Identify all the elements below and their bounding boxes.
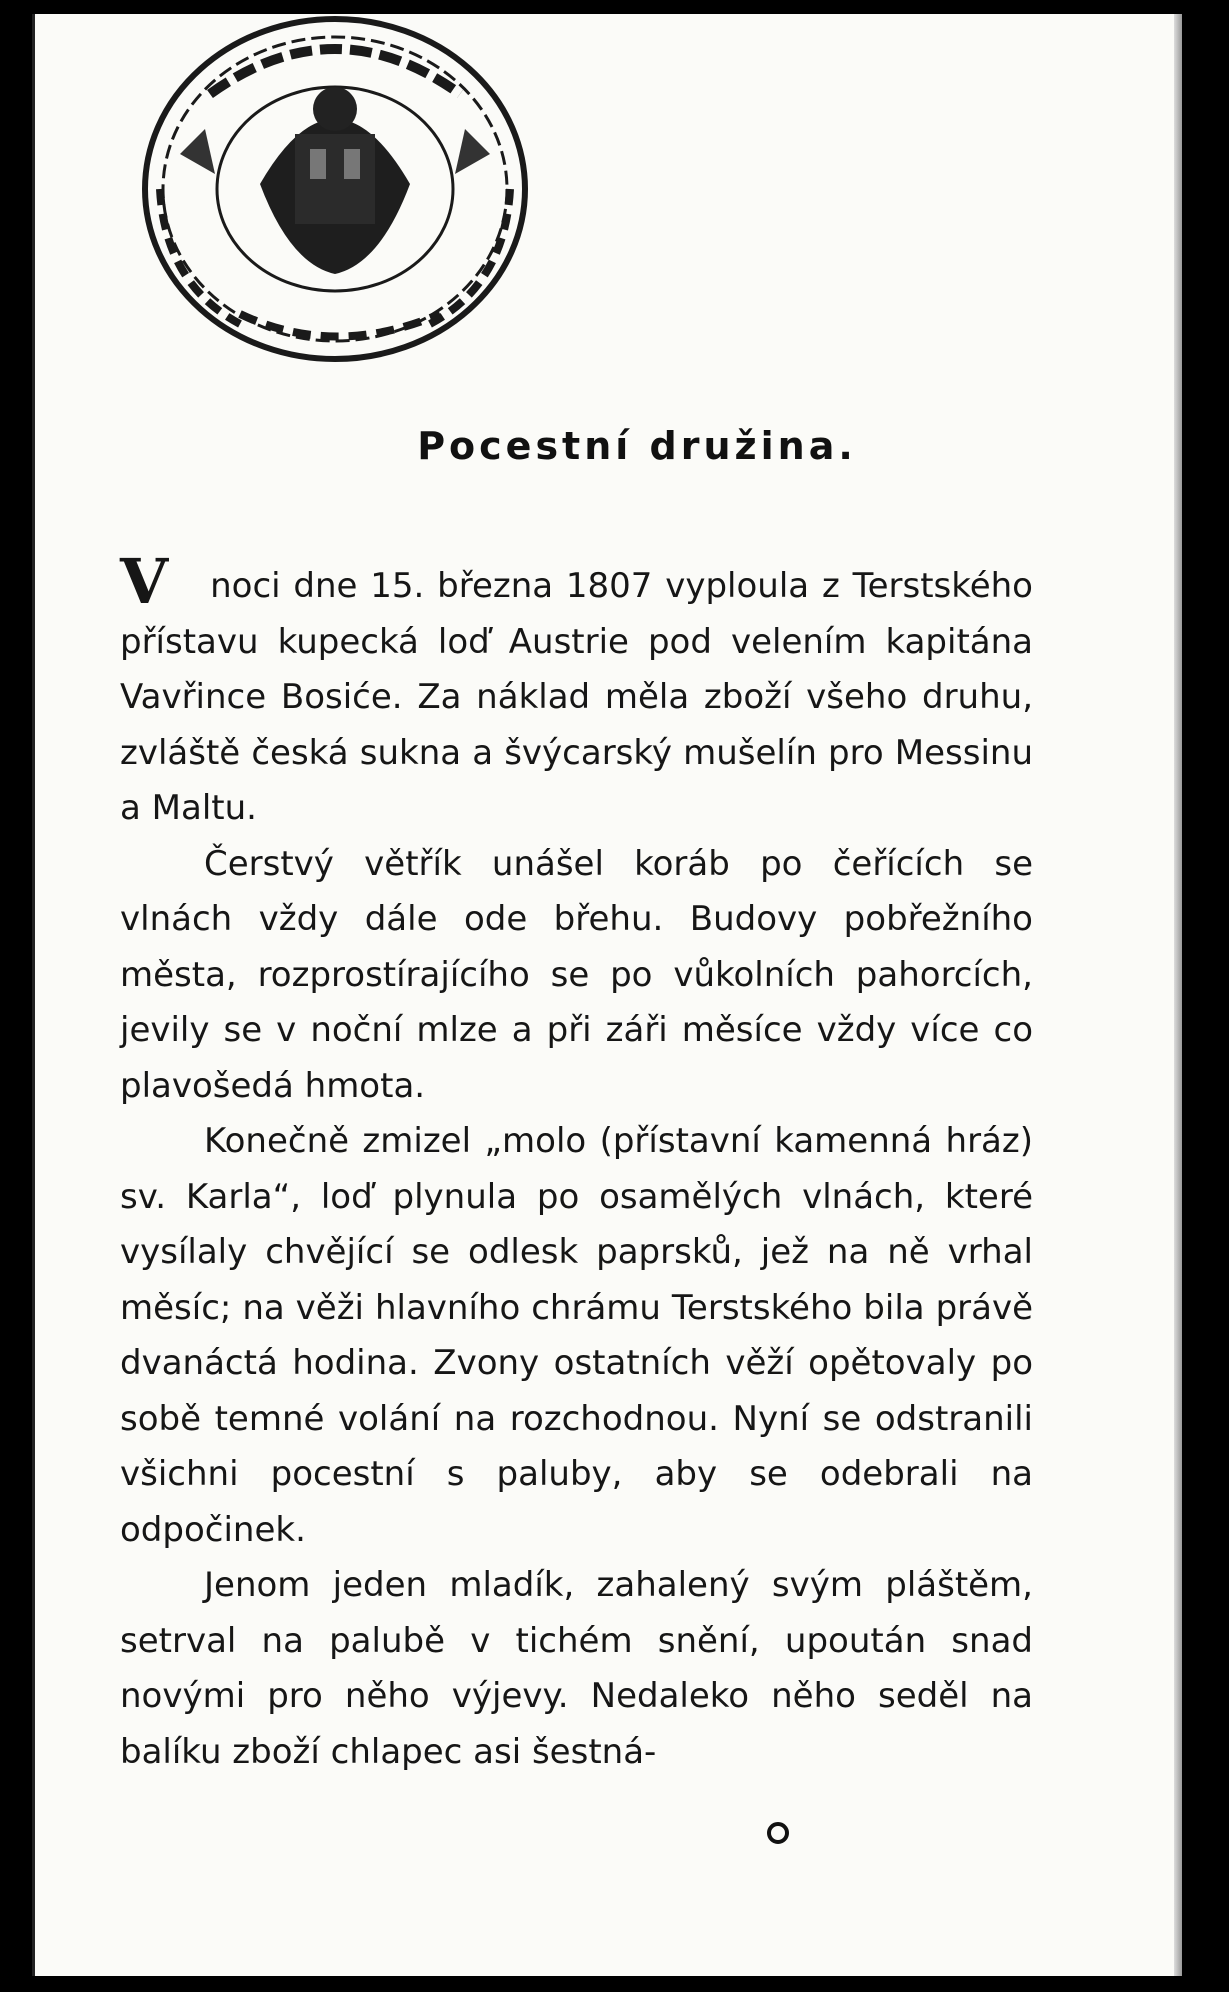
chapter-title: Pocestní družina. [417, 424, 857, 468]
scanned-page [32, 14, 1182, 1976]
signature-mark [767, 1822, 789, 1844]
paragraph-4: Jenom jeden mladík, zahalený svým pláštěm, setrval na palubě v tichém snění, upoután snad novými pro něho výjevy. Nedaleko něho seděl na balíku zboží chlapec asi šestná- [120, 1565, 1033, 1772]
page-left-edge [32, 14, 35, 1976]
body-text [120, 545, 1033, 1780]
library-stamp [120, 14, 550, 374]
page-right-edge [1174, 14, 1182, 1976]
paragraph-1 [120, 545, 1033, 837]
drop-cap: V [120, 545, 169, 618]
paragraph-2: Čerstvý větřík unášel koráb po čeřících se vlnách vždy dále ode břehu. Budovy pobřežního města, rozprostírajícího se po vůkolních pahorcích, jevily se v noční mlze a při záři měsíce vždy více co plavošedá hmota. [120, 843, 1033, 1106]
paragraph-1-text: noci dne 15. března 1807 vyploula z Terstského přístavu kupecká loď Austrie pod velením kapitána Vavřince Bosiće. Za náklad měla zboží všeho druhu, zvláště česká sukna a švýcarský mušelín pro Messinu a Maltu. [120, 566, 1033, 828]
paragraph-3: Konečně zmizel „molo (přístavní kamenná hráz) sv. Karla“, loď plynula po osamělých vlnách, které vysílaly chvějící se odlesk paprsků, jež na ně vrhal měsíc; na věži hlavního chrámu Terstského bila právě dvanáctá hodina. Zvony ostatních věží opětovaly po sobě temné volání na rozchodnou. Nyní se odstranili všichni pocestní s paluby, aby se odebrali na odpočinek. [120, 1121, 1033, 1550]
